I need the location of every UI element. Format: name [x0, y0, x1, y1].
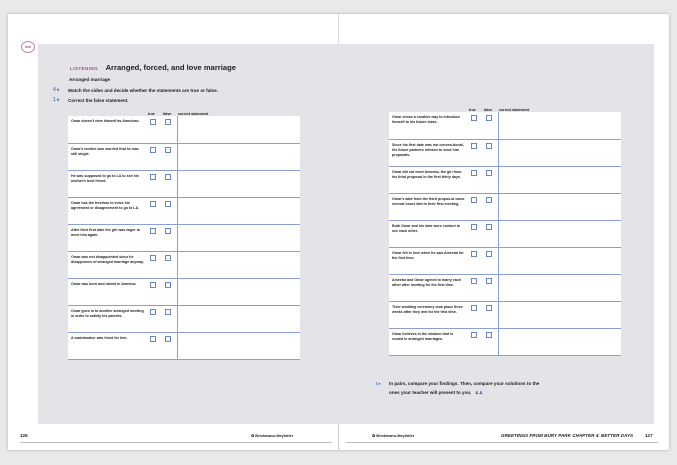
true-checkbox[interactable] [150, 228, 156, 234]
statement-text: After their first date the girl was eager to meet him again. [68, 224, 147, 251]
section-badge: fuo [21, 41, 35, 53]
false-checkbox[interactable] [165, 228, 171, 234]
false-checkbox[interactable] [486, 251, 492, 257]
false-checkbox[interactable] [486, 170, 492, 176]
correct-statement-field[interactable] [498, 166, 621, 193]
true-checkbox[interactable] [471, 251, 477, 257]
table-row [68, 332, 300, 359]
table-row [68, 251, 300, 278]
footer-rule-right [346, 442, 658, 443]
true-cell [468, 112, 483, 139]
exercise-title: Arranged, forced, and love marriage [105, 63, 236, 72]
true-cell [468, 166, 483, 193]
true-checkbox[interactable] [471, 278, 477, 284]
false-cell [483, 247, 498, 274]
true-cell [147, 143, 162, 170]
false-checkbox[interactable] [486, 305, 492, 311]
page-number-left: 126 [20, 433, 28, 438]
page-number-right: 127 [645, 433, 653, 438]
true-cell [468, 193, 483, 220]
true-cell [147, 278, 162, 305]
true-checkbox[interactable] [150, 201, 156, 207]
true-checkbox[interactable] [471, 224, 477, 230]
pairs-task-text: In pairs, compare your findings. Then, compare your solutions to the ones your teacher will present to you. [389, 381, 540, 395]
pencil-icon: 1 ▸ [53, 97, 60, 103]
true-cell [147, 332, 162, 359]
table-row [389, 220, 621, 247]
statement-text: Their wedding ceremony took place three weeks after they met for the first time. [389, 301, 468, 328]
false-cell [162, 278, 177, 305]
table-row [68, 278, 300, 305]
statement-text: Omar's date from the third propos-al came several hours late to their first meeting. [389, 193, 468, 220]
statement-text: Both Omar and his date were content to see each other. [389, 220, 468, 247]
true-checkbox[interactable] [471, 305, 477, 311]
table-row [68, 116, 300, 143]
table-row [68, 170, 300, 197]
false-checkbox[interactable] [486, 224, 492, 230]
statement-header [68, 107, 147, 116]
statements-table-left [68, 107, 300, 360]
table-row [389, 274, 621, 301]
false-cell [483, 166, 498, 193]
subheading: Arranged marriage [69, 77, 111, 82]
exercise-header [70, 57, 236, 75]
true-checkbox[interactable] [150, 119, 156, 125]
instruction-watch-text: Watch the video and decide whether the statements are true or false. [68, 88, 218, 93]
false-checkbox[interactable] [165, 309, 171, 315]
table-row [389, 193, 621, 220]
true-checkbox[interactable] [150, 282, 156, 288]
statement-text: Since his first date was not conven-tional, his future partners refused to send him proposals. [389, 139, 468, 166]
table-row [68, 224, 300, 251]
true-cell [147, 224, 162, 251]
correct-statement-field[interactable] [498, 247, 621, 274]
true-cell [468, 328, 483, 355]
true-cell [468, 220, 483, 247]
correct-statement-field[interactable] [177, 170, 300, 197]
table-row [68, 143, 300, 170]
footer-rule-left [20, 442, 332, 443]
table-row [389, 112, 621, 139]
false-cell [162, 251, 177, 278]
false-checkbox[interactable] [486, 332, 492, 338]
correct-statement-field[interactable] [498, 193, 621, 220]
true-cell [468, 247, 483, 274]
statements-table-right [389, 103, 621, 356]
true-checkbox[interactable] [471, 197, 477, 203]
statement-text: Omar chose a creative way to introduce himself to his future class. [389, 112, 468, 139]
pairs-task [376, 379, 549, 397]
false-cell [162, 224, 177, 251]
statement-text: A matchmaker was hired for him. [68, 332, 147, 359]
correct-statement-field[interactable] [498, 139, 621, 166]
instruction-correct [53, 97, 129, 103]
statement-text: Omar has the freedom to voice his agreement or disagreement to go to LA. [68, 197, 147, 224]
false-cell [483, 301, 498, 328]
people-icon: ♟♟ [474, 390, 483, 395]
table-row [68, 197, 300, 224]
correct-header: correct statement [498, 103, 621, 112]
pairs-task-icon: I ▸ [376, 381, 381, 386]
correct-statement-field[interactable] [498, 220, 621, 247]
true-header: true [147, 107, 162, 116]
correct-statement-field[interactable] [177, 197, 300, 224]
false-checkbox[interactable] [165, 174, 171, 180]
true-checkbox[interactable] [150, 255, 156, 261]
false-cell [483, 112, 498, 139]
table-row [389, 328, 621, 355]
statement-text: He was supposed to go to LA to see his mother's best friend. [68, 170, 147, 197]
true-cell [147, 116, 162, 143]
statement-text: Omar believes in the wisdom that is rooted in arranged marriages. [389, 328, 468, 355]
false-checkbox[interactable] [165, 147, 171, 153]
false-checkbox[interactable] [486, 115, 492, 121]
false-checkbox[interactable] [165, 336, 171, 342]
false-cell [483, 193, 498, 220]
table-row [389, 301, 621, 328]
correct-statement-field[interactable] [498, 328, 621, 355]
statement-text: Omar was not disappointed since he disapproves of arranged marriage anyway. [68, 251, 147, 278]
statement-text: Omar fell in love when he saw Ameeba for the first time. [389, 247, 468, 274]
true-header: true [468, 103, 483, 112]
false-checkbox[interactable] [486, 278, 492, 284]
correct-statement-field[interactable] [498, 274, 621, 301]
false-cell [483, 274, 498, 301]
true-cell [147, 170, 162, 197]
true-checkbox[interactable] [471, 143, 477, 149]
publisher-left: ✿ Brinkmann-Meyhöfer [251, 434, 294, 438]
correct-statement-field[interactable] [177, 251, 300, 278]
table-row [389, 139, 621, 166]
true-checkbox[interactable] [471, 170, 477, 176]
false-header: false [162, 107, 177, 116]
false-checkbox[interactable] [165, 119, 171, 125]
correct-statement-field[interactable] [498, 112, 621, 139]
table-row [389, 166, 621, 193]
correct-statement-field[interactable] [177, 332, 300, 359]
statement-header [389, 103, 468, 112]
video-icon: 4 ▸ [53, 87, 60, 93]
correct-statement-field[interactable] [177, 116, 300, 143]
false-cell [483, 328, 498, 355]
correct-statement-field[interactable] [177, 278, 300, 305]
true-cell [468, 274, 483, 301]
false-cell [483, 220, 498, 247]
statement-text: Ameeba and Omar agreed to marry each other after meeting for the first time. [389, 274, 468, 301]
false-checkbox[interactable] [486, 197, 492, 203]
running-head: GREETINGS FROM BURY PARK CHAPTER 4: BETTER DAYS [501, 433, 634, 438]
true-checkbox[interactable] [471, 332, 477, 338]
statement-text: Omar goes in to another arranged meeting in order to satisfy his parents. [68, 305, 147, 332]
true-cell [147, 251, 162, 278]
correct-statement-field[interactable] [177, 143, 300, 170]
false-checkbox[interactable] [165, 282, 171, 288]
true-checkbox[interactable] [471, 115, 477, 121]
true-cell [468, 139, 483, 166]
statement-text: Omar's mother was worried that he was still single. [68, 143, 147, 170]
false-cell [162, 332, 177, 359]
true-checkbox[interactable] [150, 336, 156, 342]
false-checkbox[interactable] [165, 255, 171, 261]
false-cell [162, 143, 177, 170]
false-cell [162, 305, 177, 332]
false-cell [162, 170, 177, 197]
false-checkbox[interactable] [165, 201, 171, 207]
false-cell [483, 139, 498, 166]
instruction-watch [53, 87, 218, 93]
correct-header: correct statement [177, 107, 300, 116]
false-cell [162, 116, 177, 143]
statement-text: Omar was born and raised in America. [68, 278, 147, 305]
true-cell [468, 301, 483, 328]
true-cell [147, 197, 162, 224]
correct-statement-field[interactable] [498, 301, 621, 328]
false-cell [162, 197, 177, 224]
instruction-correct-text: Correct the false statement. [68, 98, 129, 103]
true-checkbox[interactable] [150, 147, 156, 153]
true-checkbox[interactable] [150, 174, 156, 180]
true-cell [147, 305, 162, 332]
correct-statement-field[interactable] [177, 305, 300, 332]
false-header: false [483, 103, 498, 112]
statement-text: Omar did not meet Ameeba, the girl from his third proposal in the first thirty days. [389, 166, 468, 193]
publisher-right: ✿ Brinkmann-Meyhöfer [372, 434, 415, 438]
table-row [68, 305, 300, 332]
section-kicker: LISTENING [70, 66, 99, 71]
statement-text: Omar doesn't view himself as American. [68, 116, 147, 143]
correct-statement-field[interactable] [177, 224, 300, 251]
table-row [389, 247, 621, 274]
true-checkbox[interactable] [150, 309, 156, 315]
false-checkbox[interactable] [486, 143, 492, 149]
